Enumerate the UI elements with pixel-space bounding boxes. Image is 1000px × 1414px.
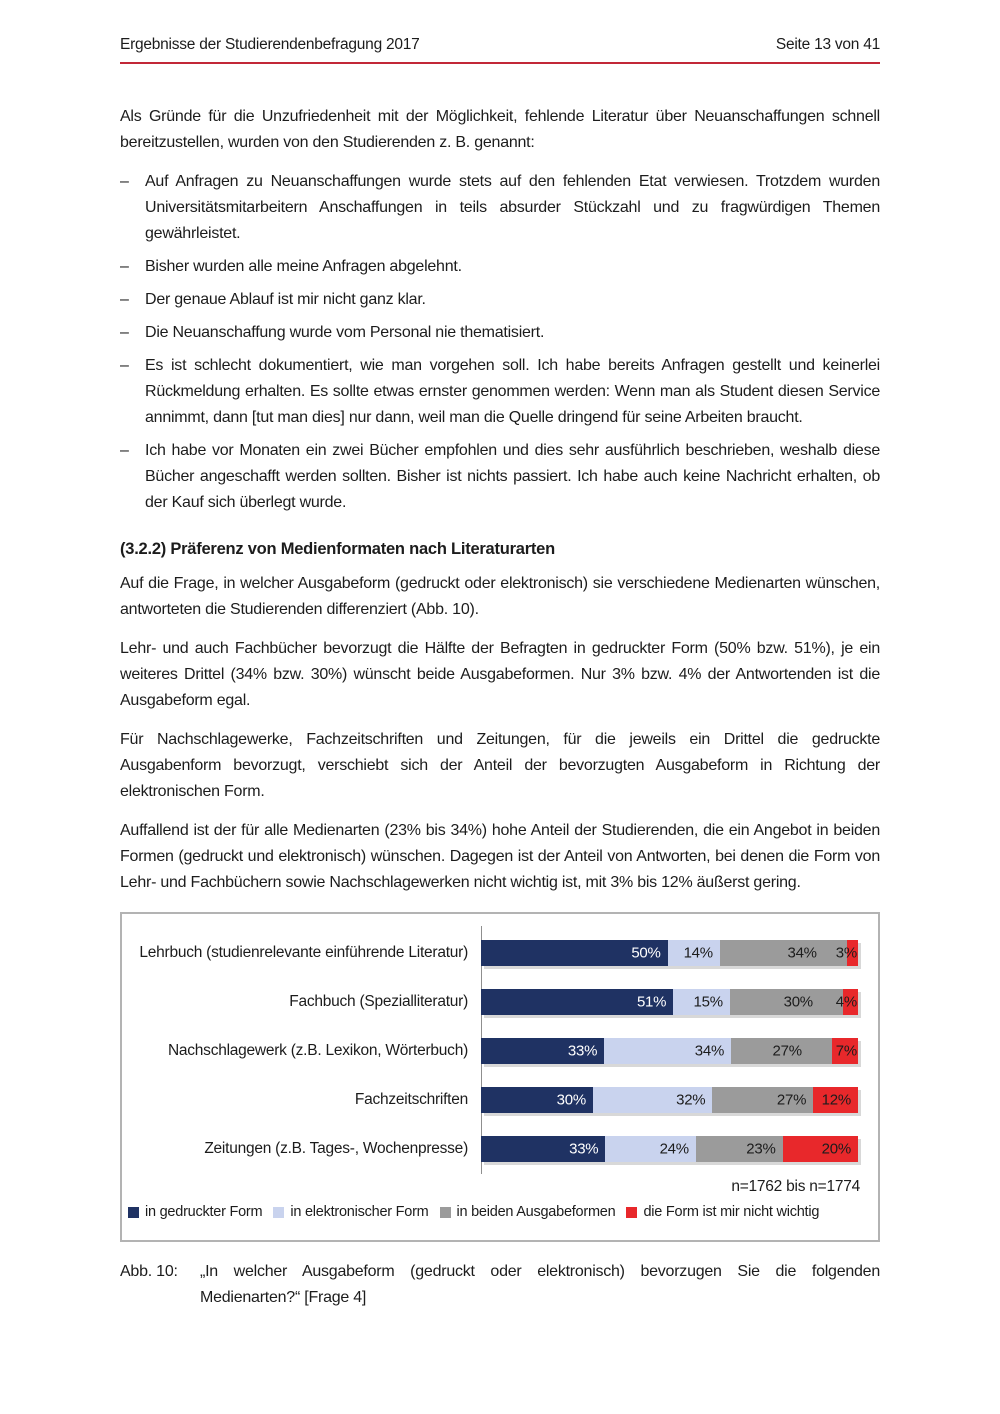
category-label <box>128 943 481 963</box>
bar-segment <box>783 1136 858 1162</box>
category-label-text: Nachschlagewerk (z.B. Lexikon, Wörterbuch) <box>167 1042 468 1060</box>
chart-row <box>128 989 863 1015</box>
bar-value-label: 27% <box>772 1042 802 1060</box>
bullet-dash: – <box>120 258 129 275</box>
bar-value-label: 30% <box>783 993 813 1011</box>
category-label-text: Fachbuch (Spezialliteratur) <box>289 993 468 1011</box>
bullet-text: Es ist schlecht dokumentiert, wie man vorgehen soll. Ich habe bereits Anfragen gestellt und keinerlei Rückmeldung erhalten. Es sollte etwas ernster genommen werden: Wenn man als Student diesen Service annimmt, dann [tut man dies] nur dann, weil man die Quelle dringend für seine Arbeiten braucht. <box>145 357 880 426</box>
header-title: Ergebnisse der Studierendenbefragung 2017 <box>120 36 420 53</box>
bar-value-label: 24% <box>659 1140 689 1158</box>
bar-segment <box>604 1038 731 1064</box>
legend-label: in elektronischer Form <box>290 1204 429 1220</box>
legend-item <box>128 1204 262 1220</box>
body-paragraph: Für Nachschlagewerke, Fachzeitschriften und Zeitungen, für die jeweils ein Drittel die gedruckte Ausgabenform bevorzugt, verschiebt sich der Anteil der bevorzugten Ausgabeform in Richtung der elektronischen Form. <box>120 731 880 800</box>
category-label <box>128 1139 481 1159</box>
bullet-text: Bisher wurden alle meine Anfragen abgelehnt. <box>145 258 462 275</box>
bar-segment <box>605 1136 695 1162</box>
bullet-text: Die Neuanschaffung wurde vom Personal nie thematisiert. <box>145 324 545 341</box>
stacked-bar <box>481 1136 858 1162</box>
intro-paragraph: Als Gründe für die Unzufriedenheit mit der Möglichkeit, fehlende Literatur über Neuanschaffungen schnell bereitzustellen, wurden von den Studierenden z. B. genannt: <box>120 108 880 151</box>
stacked-bar <box>481 989 858 1015</box>
category-label-text: Lehrbuch (studienrelevante einführende Literatur) <box>139 944 468 962</box>
legend-label: in gedruckter Form <box>145 1204 263 1220</box>
bullet-text: Der genaue Ablauf ist mir nicht ganz klar. <box>145 291 426 308</box>
bar-segment <box>673 989 730 1015</box>
bar-value-label: 20% <box>821 1140 851 1158</box>
list-item <box>120 320 880 346</box>
bar-value-label: 15% <box>693 993 723 1011</box>
bar-value-label: 34% <box>694 1042 725 1060</box>
bar-value-label: 23% <box>746 1140 776 1158</box>
header-rule <box>120 62 880 64</box>
bar-segment <box>481 989 673 1015</box>
category-label-text: Zeitungen (z.B. Tages-, Wochenpresse) <box>204 1140 468 1158</box>
legend-item <box>626 1204 819 1220</box>
legend-swatch-icon <box>626 1207 637 1218</box>
bar-segment <box>481 1038 604 1064</box>
chart-row <box>128 1136 863 1162</box>
bar-segment <box>835 989 858 1015</box>
section-heading: (3.2.2) Präferenz von Medienformaten nach Literaturarten <box>120 540 555 558</box>
chart-row <box>128 1038 863 1064</box>
document-content <box>120 104 880 1311</box>
stacked-bar <box>481 940 858 966</box>
category-label <box>128 1090 481 1110</box>
bar-value-label: 7% <box>835 1042 857 1060</box>
bar-segment <box>481 1087 593 1113</box>
bullet-dash: – <box>120 442 129 459</box>
stacked-bar <box>481 1038 858 1064</box>
bar-value-label: 14% <box>683 944 713 962</box>
legend-swatch-icon <box>128 1207 139 1218</box>
chart-plot-area <box>128 940 863 1162</box>
reasons-list <box>120 169 880 516</box>
category-label <box>128 1041 481 1061</box>
bar-segment <box>731 1038 832 1064</box>
bar-segment <box>730 989 843 1015</box>
legend-swatch-icon <box>273 1207 284 1218</box>
page-header <box>120 36 880 54</box>
list-item <box>120 438 880 516</box>
bullet-dash: – <box>120 357 129 374</box>
bar-segment <box>481 940 668 966</box>
chart-legend <box>128 1204 863 1220</box>
body-paragraph: Auf die Frage, in welcher Ausgabeform (gedruckt oder elektronisch) sie verschiedene Medienarten wünschen, antworteten die Studierenden differenziert (Abb. 10). <box>120 575 880 618</box>
bar-value-label: 12% <box>821 1091 851 1109</box>
chart-row <box>128 940 863 966</box>
legend-swatch-icon <box>440 1207 451 1218</box>
bar-segment <box>720 940 847 966</box>
bar-segment <box>832 1038 858 1064</box>
list-item <box>120 254 880 280</box>
bullet-dash: – <box>120 173 129 190</box>
sample-size-note: n=1762 bis n=1774 <box>731 1178 860 1195</box>
bar-value-label: 3% <box>835 944 857 962</box>
bar-segment <box>481 1136 605 1162</box>
list-item <box>120 353 880 431</box>
category-label <box>128 992 481 1012</box>
section-paragraphs <box>120 571 880 896</box>
bar-value-label: 51% <box>636 993 667 1011</box>
bar-value-label: 50% <box>631 944 661 962</box>
bullet-text: Ich habe vor Monaten ein zwei Bücher empfohlen und dies sehr ausführlich beschrieben, weshalb diese Bücher angeschafft werden sollten. Bisher ist nichts passiert. Ich habe auch keine Nachricht erhalten, ob der Kauf sich überlegt wurde. <box>145 442 880 511</box>
list-item <box>120 169 880 247</box>
document-page <box>120 0 880 1311</box>
figure-10-chart <box>120 912 880 1242</box>
figure-caption-text: „In welcher Ausgabeform (gedruckt oder elektronisch) bevorzugen Sie die folgenden Medienarten?“ [Frage 4] <box>200 1263 880 1306</box>
bar-segment <box>813 1087 858 1113</box>
bar-value-label: 33% <box>567 1042 598 1060</box>
bar-value-label: 34% <box>787 944 817 962</box>
category-label-text: Fachzeitschriften <box>354 1091 468 1109</box>
figure-caption <box>120 1259 880 1311</box>
bullet-dash: – <box>120 291 129 308</box>
stacked-bar <box>481 1087 858 1113</box>
bar-segment <box>696 1136 783 1162</box>
bar-value-label: 30% <box>556 1091 586 1109</box>
legend-label: in beiden Ausgabeformen <box>456 1204 616 1220</box>
bar-value-label: 27% <box>776 1091 807 1109</box>
header-page-number: Seite 13 von 41 <box>775 36 880 53</box>
figure-caption-label: Abb. 10: <box>120 1263 178 1280</box>
legend-item <box>440 1204 616 1220</box>
bar-value-label: 33% <box>569 1140 599 1158</box>
body-paragraph: Lehr- und auch Fachbücher bevorzugt die Hälfte der Befragten in gedruckter Form (50% bzw. 51%), je ein weiteres Drittel (34% bzw. 30%) wünscht beide Ausgabeformen. Nur 3% bzw. 4% der Antwortenden ist die Ausgabeform egal. <box>120 640 880 709</box>
bar-segment <box>712 1087 813 1113</box>
body-paragraph: Auffallend ist der für alle Medienarten (23% bis 34%) hohe Anteil der Studierenden, die ein Angebot in beiden Formen (gedruckt und elektronisch) wünschen. Dagegen ist der Anteil von Antworten, bei denen die Form von Lehr- und Fachbüchern sowie Nachschlagewerken nicht wichtig ist, mit 3% bis 12% äußerst gering. <box>120 822 880 891</box>
list-item <box>120 287 880 313</box>
bar-value-label: 32% <box>676 1091 706 1109</box>
bar-value-label: 4% <box>835 993 857 1011</box>
bar-segment <box>835 940 858 966</box>
bar-segment <box>668 940 720 966</box>
bullet-dash: – <box>120 324 129 341</box>
legend-label: die Form ist mir nicht wichtig <box>643 1204 820 1220</box>
legend-item <box>273 1204 428 1220</box>
bar-segment <box>593 1087 712 1113</box>
bullet-text: Auf Anfragen zu Neuanschaffungen wurde stets auf den fehlenden Etat verwiesen. Trotzdem wurden Universitätsmitarbeitern Anschaffungen in teils absurder Stückzahl und zu fragwürdigen Themen gewährleistet. <box>145 173 880 242</box>
chart-row <box>128 1087 863 1113</box>
